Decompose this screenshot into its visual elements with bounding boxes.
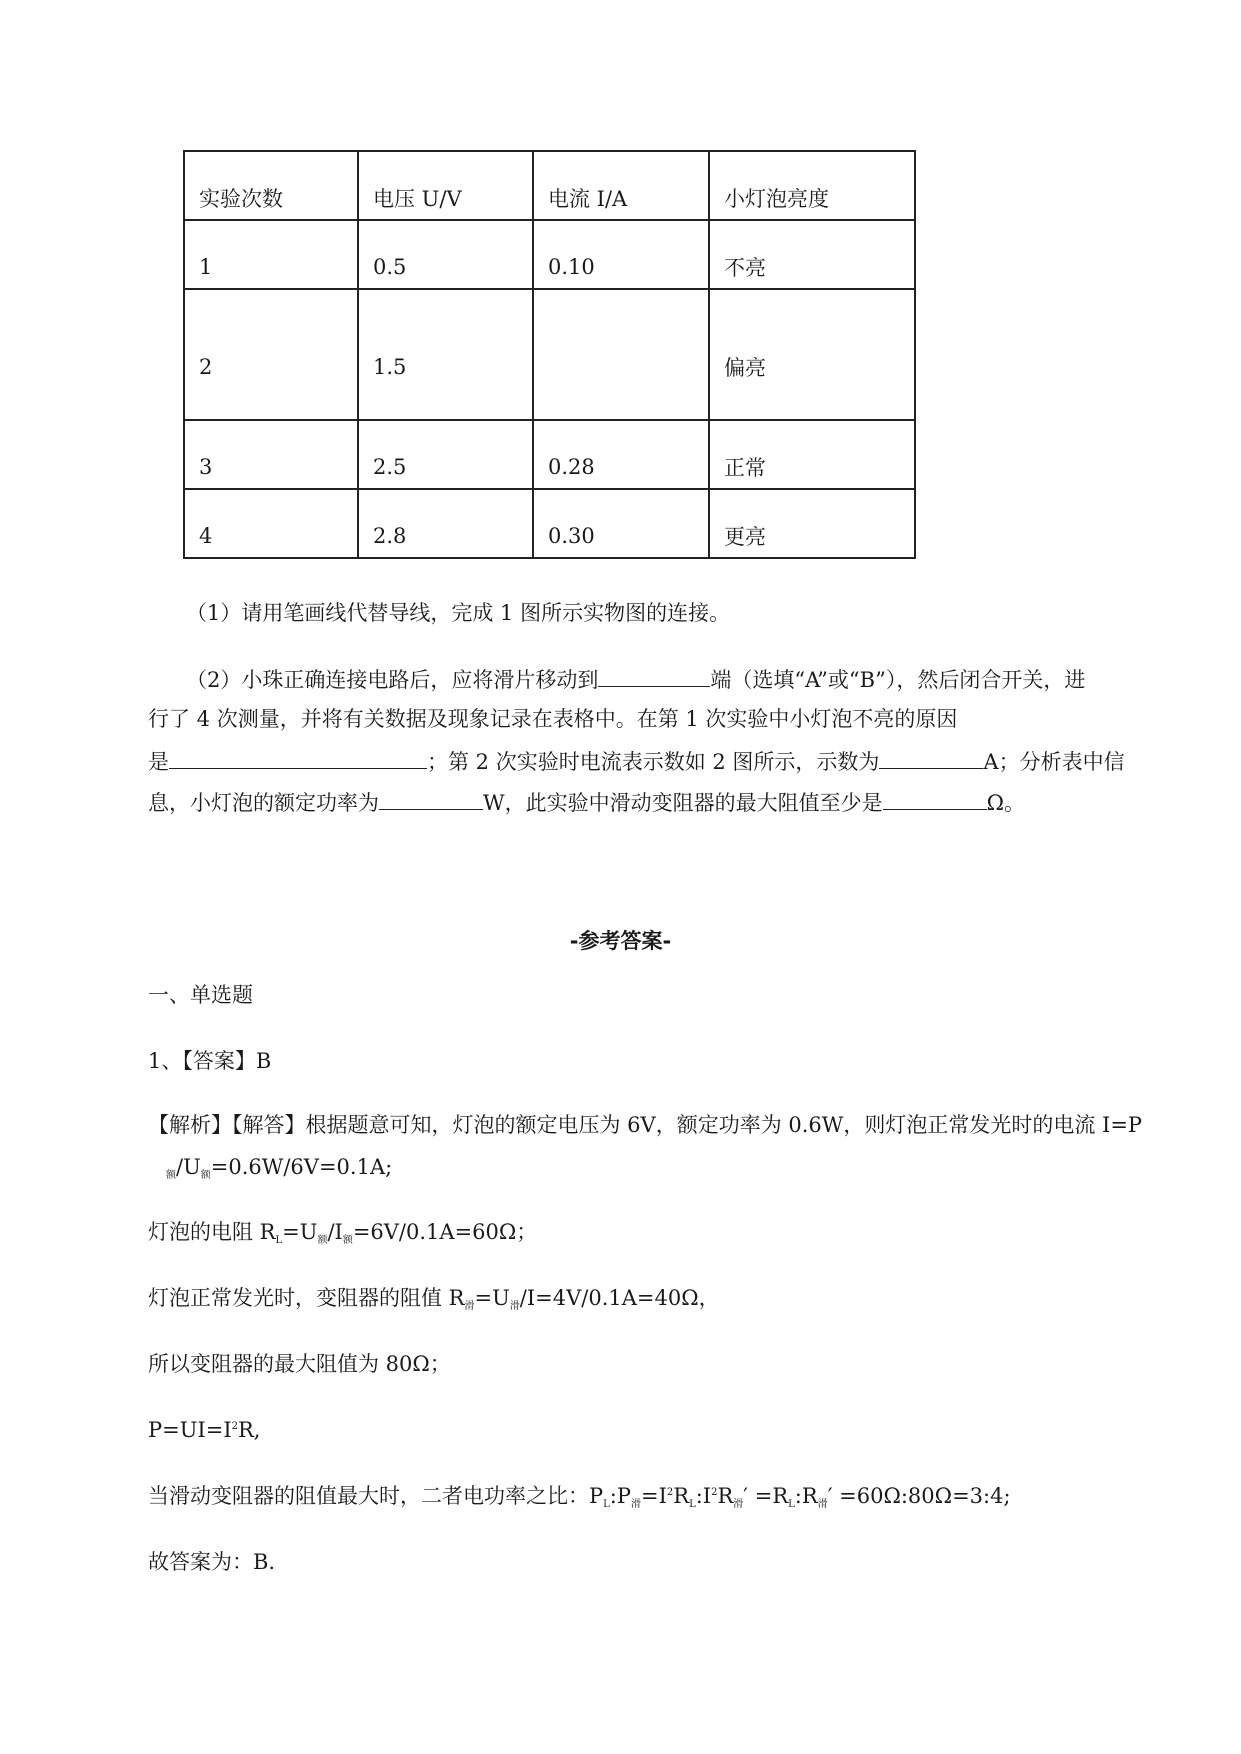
answer-item-1: 1、【答案】B [148,1049,272,1073]
analysis-line-5: 所以变阻器的最大阻值为 80Ω； [148,1352,451,1376]
table-row [184,220,915,289]
table-cell: 0.28 [533,420,709,489]
table-cell: 4 [184,489,358,558]
analysis-line-4: 灯泡正常发光时，变阻器的阻值 $R_滑=U_滑/I=4V/0.1A=40\Omega$， [148,1286,720,1312]
experiment-table [183,150,916,559]
answer-blank-resistance[interactable] [883,791,987,810]
answers-section-heading: 一、单选题 [148,983,253,1007]
analysis-line-1: 【解析】【解答】根据题意可知，灯泡的额定电压为 6V，额定功率为 0.6W，则灯泡正常发光时的电流 I=P [148,1113,1143,1137]
table-cell: 不亮 [709,220,915,289]
analysis-conclusion: 故答案为：B. [148,1550,276,1574]
table-header-cell: 电流 I/A [533,151,709,220]
table-header-cell: 实验次数 [184,151,358,220]
table-cell: 0.5 [358,220,533,289]
answer-blank-power[interactable] [379,791,483,810]
answer-blank-end[interactable] [598,668,710,687]
table-cell: 1.5 [358,289,533,420]
table-header-cell: 电压 U/V [358,151,533,220]
question-1: （1）请用笔画线代替导线，完成 1 图所示实物图的连接。 [186,601,731,625]
question-2-line-1: （2）小珠正确连接电路后，应将滑片移动到 端（选填“A”或“B”），然后闭合开关，进 [186,668,1086,692]
answers-title: -参考答案- [569,929,672,953]
table-row [184,420,915,489]
question-2-line-2: 行了 4 次测量，并将有关数据及现象记录在表格中。在第 1 次实验中小灯泡不亮的原因 [148,707,958,731]
table-cell: 更亮 [709,489,915,558]
analysis-line-3: 灯泡的电阻 $R_L=U_额/I_额=6V/0.1A=60\Omega$； [148,1220,538,1246]
table-header-cell: 小灯泡亮度 [709,151,915,220]
table-row [184,289,915,420]
table-cell: 0.30 [533,489,709,558]
table-cell: 1 [184,220,358,289]
table-cell: 3 [184,420,358,489]
table-header-row [184,151,915,220]
table-cell [533,289,709,420]
analysis-line-7: 当滑动变阻器的阻值最大时，二者电功率之比：$P_L:P_滑=I^2R_L:I^2R_滑'$ $=R_L:R_滑'$ =60Ω:80Ω=3:4; [148,1484,1011,1510]
table-cell: 2.8 [358,489,533,558]
table-cell: 正常 [709,420,915,489]
analysis-line-2: $_额/U_额=0.6W/6V=0.1A$; [166,1155,393,1181]
table-cell: 2 [184,289,358,420]
answer-blank-current[interactable] [879,750,983,769]
answer-blank-reason[interactable] [169,750,427,769]
table-row [184,489,915,558]
question-2-line-4: 息，小灯泡的额定功率为 W，此实验中滑动变阻器的最大阻值至少是 Ω。 [148,791,1026,815]
question-2-line-3: 是 ；第 2 次实验时电流表示数如 2 图所示，示数为 A；分析表中信 [148,750,1125,774]
table-cell: 偏亮 [709,289,915,420]
table-cell: 0.10 [533,220,709,289]
table-cell: 2.5 [358,420,533,489]
analysis-line-6: $P=UI=I^2R$, [148,1418,261,1442]
